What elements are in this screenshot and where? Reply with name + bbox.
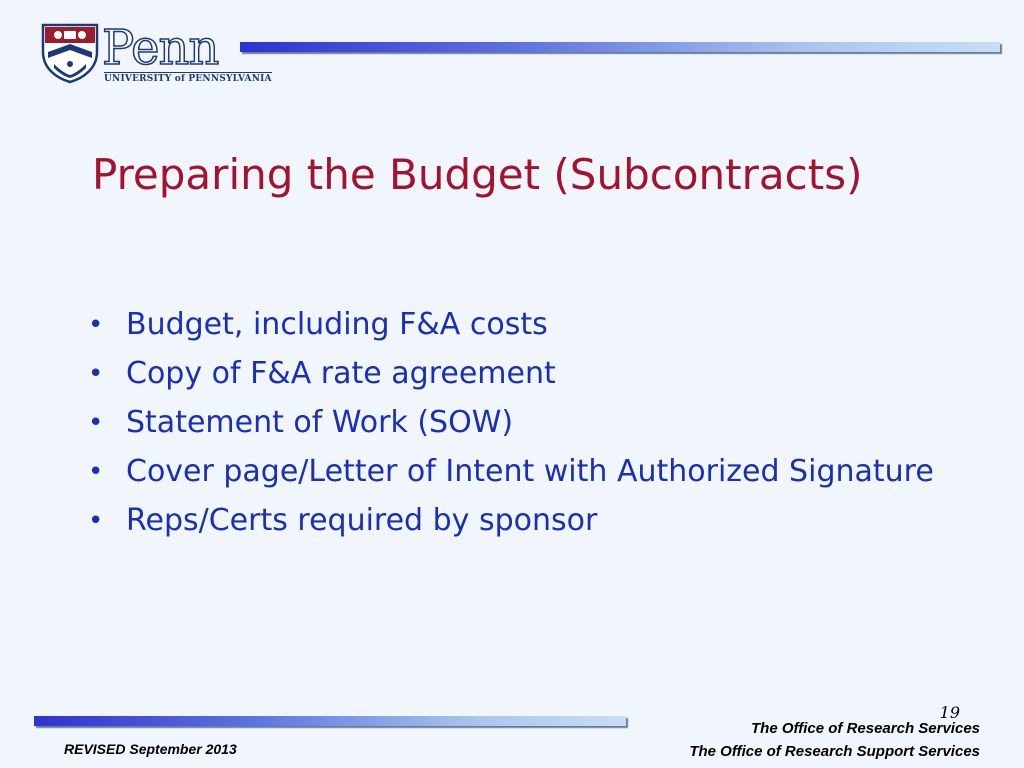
list-item (88, 501, 968, 541)
list-item (88, 354, 968, 394)
header-gradient-bar (240, 42, 1000, 52)
slide-title: Preparing the Budget (Subcontracts) (92, 150, 863, 199)
bullet-dot-icon: • (88, 408, 104, 438)
penn-wordmark: Penn (102, 20, 219, 76)
bullet-list (88, 305, 968, 550)
bullet-text: Copy of F&A rate agreement (126, 356, 556, 391)
list-item (88, 305, 968, 345)
revised-date: REVISED September 2013 (64, 741, 237, 757)
footer-gradient-bar (34, 716, 626, 726)
office-name-line2: The Office of Research Support Services (689, 743, 980, 760)
penn-wordmark-subtitle: UNIVERSITY of PENNSYLVANIA (104, 74, 272, 84)
bullet-text: Cover page/Letter of Intent with Authorized Signature (126, 454, 934, 489)
bullet-dot-icon: • (88, 310, 104, 340)
penn-shield-icon (40, 22, 100, 84)
bullet-dot-icon: • (88, 457, 104, 487)
bullet-text: Budget, including F&A costs (126, 307, 548, 342)
office-name-line1: The Office of Research Services (751, 720, 980, 737)
bullet-text: Statement of Work (SOW) (126, 405, 514, 440)
bullet-dot-icon: • (88, 359, 104, 389)
page-number: 19 (939, 703, 960, 722)
list-item (88, 403, 968, 443)
bullet-text: Reps/Certs required by sponsor (126, 503, 598, 538)
penn-logo (40, 20, 272, 88)
bullet-dot-icon: • (88, 506, 104, 536)
list-item (88, 452, 968, 492)
